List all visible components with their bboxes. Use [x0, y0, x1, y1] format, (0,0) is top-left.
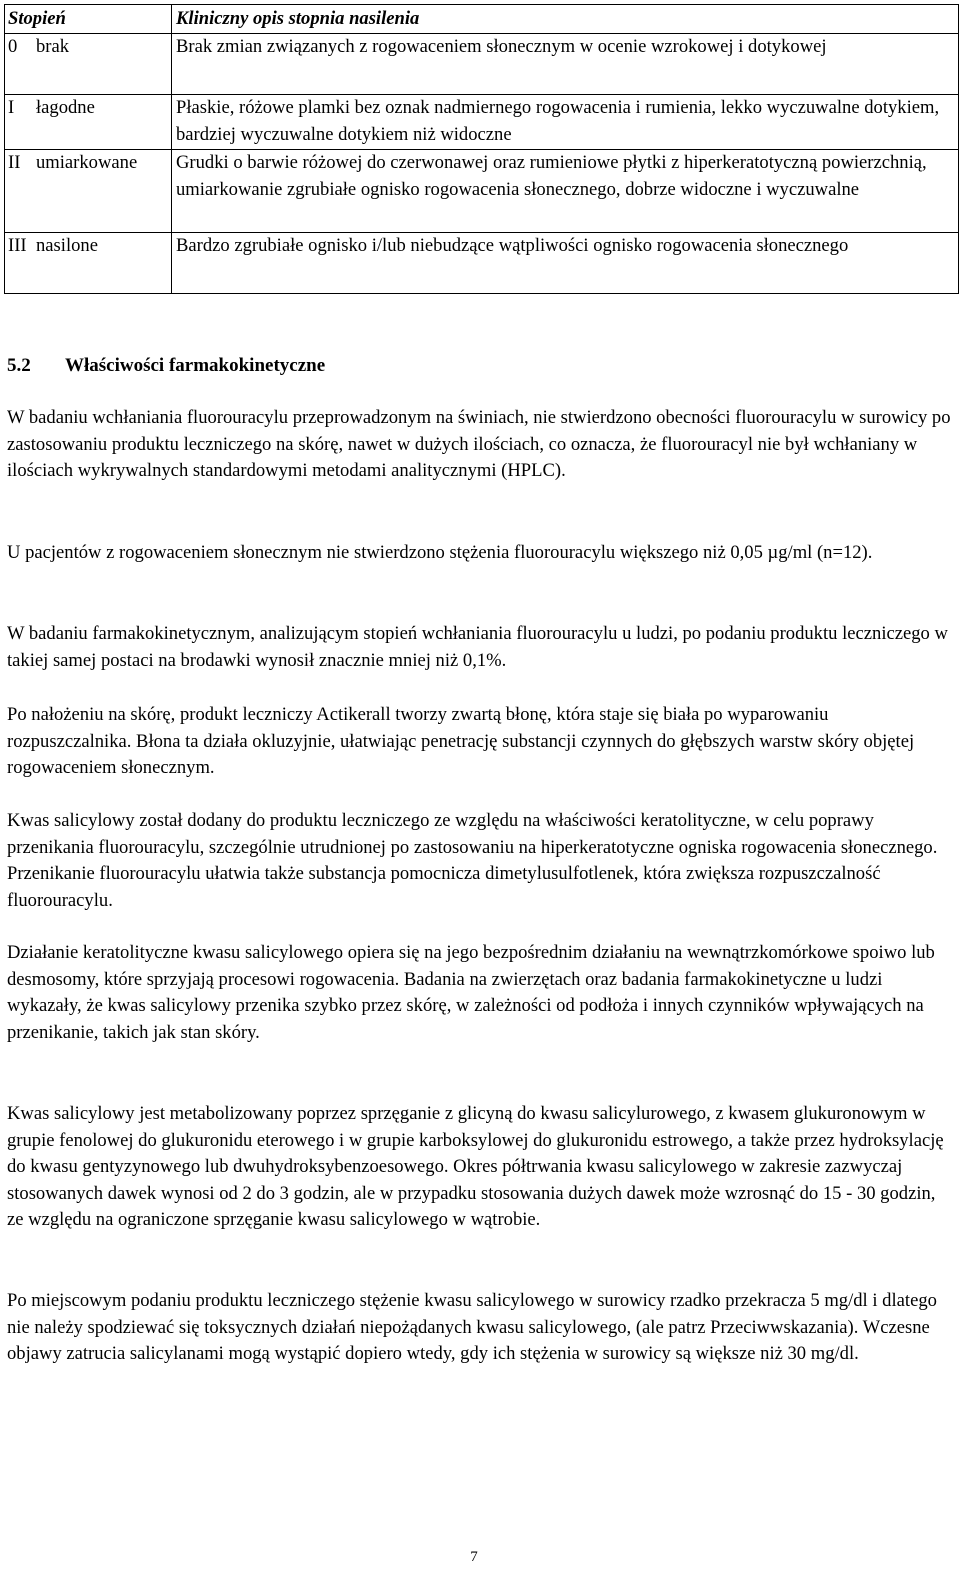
section-number: 5.2 [7, 355, 31, 376]
table-row [5, 233, 959, 294]
description-cell [172, 233, 959, 294]
table-header-row [5, 5, 959, 34]
grade-name: łagodne [36, 97, 95, 118]
table-row [5, 150, 959, 233]
paragraph: Działanie keratolityczne kwasu salicylowego opiera się na jego bezpośrednim działaniu na wewnątrzkomórkowe spoiwo lub desmosomy, które sprzyjają procesowi rogowacenia. Badania na zwierzętach oraz badania farmakokinetyczne u ludzi wykazały, że kwas salicylowy przenika szybko przez skórę, w zależności od podłoża i innych czynników wpływających na przenikanie, takich jak stan skóry. [7, 942, 935, 1043]
grade-cell [5, 150, 172, 233]
section-title: Właściwości farmakokinetyczne [65, 355, 326, 376]
paragraph: Po nałożeniu na skórę, produkt leczniczy Actikerall tworzy zwartą błonę, która staje się biała po wyparowaniu rozpuszczalnika. Błona ta działa okluzyjnie, ułatwiając penetrację substancji czynnych do głębszych warstw skóry objętej rogowaceniem słonecznym. [7, 704, 915, 778]
paragraph: Kwas salicylowy jest metabolizowany poprzez sprzęganie z glicyną do kwasu salicylurowego, z kwasem glukuronowym w grupie fenolowej do glukuronidu eterowego i w grupie karboksylowej do glukuronidu estrowego, a także przez hydroksylację do kwasu gentyzynowego lub dwuhydroksybenzoesowego. Okres półtrwania kwasu salicylowego w zakresie zazwyczaj stosowanych dawek wynosi od 2 do 3 godzin, ale w przypadku stosowania dużych dawek może wzrosnąć do 15 - 30 godzin, ze względu na ograniczone sprzęganie kwasu salicylowego w wątrobie. [7, 1103, 944, 1230]
description-text: Płaskie, różowe plamki bez oznak nadmiernego rogowacenia i rumienia, lekko wyczuwalne dotykiem, bardziej wyczuwalne dotykiem niż widoczne [176, 97, 940, 145]
grade-number: III [8, 235, 27, 256]
grade-number: I [8, 97, 15, 118]
grade-name: nasilone [36, 235, 98, 256]
section-heading [7, 353, 325, 380]
grade-name: umiarkowane [36, 152, 138, 173]
paragraph: U pacjentów z rogowaceniem słonecznym nie stwierdzono stężenia fluorouracylu większego niż 0,05 µg/ml (n=12). [7, 542, 873, 563]
grade-cell [5, 95, 172, 150]
table-row [5, 34, 959, 95]
grade-cell [5, 233, 172, 294]
header-description: Kliniczny opis stopnia nasilenia [172, 5, 959, 34]
grade-number: 0 [8, 36, 18, 57]
paragraph: Po miejscowym podaniu produktu leczniczego stężenie kwasu salicylowego w surowicy rzadko przekracza 5 mg/dl i dlatego nie należy spodziewać się toksycznych działań niepożądanych kwasu salicylowego, (ale patrz Przeciwwskazania). Wczesne objawy zatrucia salicylanami mogą wystąpić dopiero wtedy, gdy ich stężenia w surowicy są większe niż 30 mg/dl. [7, 1290, 937, 1364]
description-cell [172, 34, 959, 95]
table-row [5, 95, 959, 150]
grade-cell [5, 34, 172, 95]
grade-table [4, 4, 959, 294]
grade-number: II [8, 152, 21, 173]
paragraph: W badaniu wchłaniania fluorouracylu przeprowadzonym na świniach, nie stwierdzono obecności fluorouracylu w surowicy po zastosowaniu produktu leczniczego na skórę, nawet w dużych ilościach, co oznacza, że fluorouracyl nie był wchłaniany w ilościach wykrywalnych standardowymi metodami analitycznymi (HPLC). [7, 407, 951, 481]
description-text: Brak zmian związanych z rogowaceniem słonecznym w ocenie wzrokowej i dotykowej [176, 36, 827, 57]
paragraph: Kwas salicylowy został dodany do produktu leczniczego ze względu na właściwości keratolityczne, w celu poprawy przenikania fluorouracylu, szczególnie utrudnionej po zastosowaniu na hiperkeratotyczne ogniska rogowacenia słonecznego. Przenikanie fluorouracylu ułatwia także substancja pomocnicza dimetylusulfotlenek, która zwiększa rozpuszczalność fluorouracylu. [7, 810, 938, 911]
description-text: Grudki o barwie różowej do czerwonawej oraz rumieniowe płytki z hiperkeratotyczną powierzchnią, umiarkowanie zgrubiałe ognisko rogowacenia słonecznego, dobrze widoczne i wyczuwalne [176, 152, 927, 200]
grade-name: brak [36, 36, 70, 57]
page-number: 7 [470, 1549, 478, 1565]
paragraph: W badaniu farmakokinetycznym, analizującym stopień wchłaniania fluorouracylu u ludzi, po podaniu produktu leczniczego w takiej samej postaci na brodawki wynosił znacznie mniej niż 0,1%. [7, 623, 948, 671]
header-grade: Stopień [5, 5, 172, 34]
description-cell [172, 150, 959, 233]
description-text: Bardzo zgrubiałe ognisko i/lub niebudzące wątpliwości ognisko rogowacenia słonecznego [176, 235, 849, 256]
description-cell [172, 95, 959, 150]
